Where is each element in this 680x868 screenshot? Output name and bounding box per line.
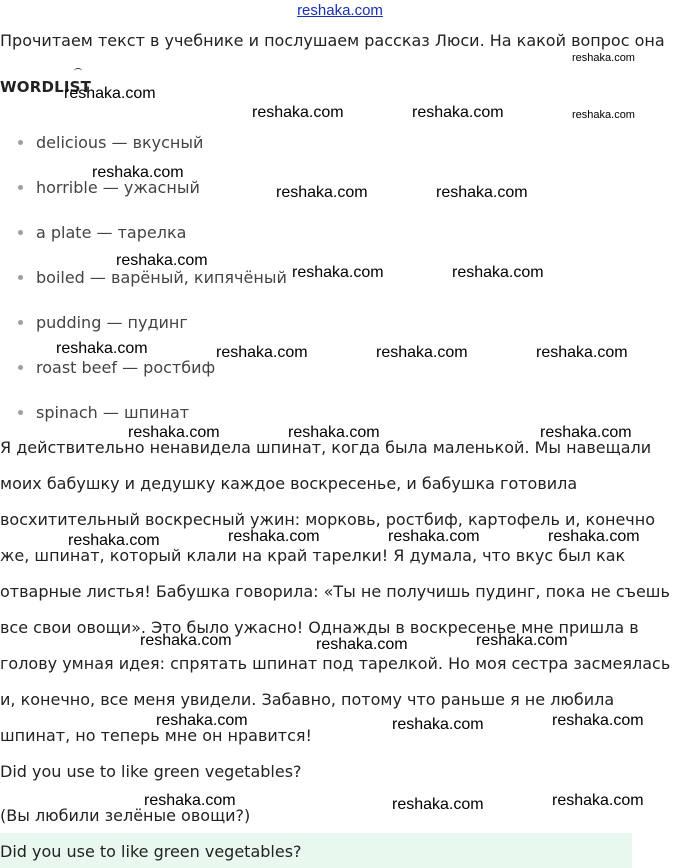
watermark: reshaka.com [412,104,504,121]
translation-text: (Вы любили зелёные овощи?) [0,806,251,825]
watermark: reshaka.com [572,52,635,64]
watermark: reshaka.com [216,344,308,361]
watermark: reshaka.com [56,340,148,357]
watermark: reshaka.com [288,424,380,441]
story-line: Я действительно ненавидела шпинат, когда была маленькой. Мы навещали [0,438,652,457]
watermark: reshaka.com [92,164,184,181]
bullet-icon [18,185,23,190]
wordlist-item: pudding — пудинг [18,313,188,332]
watermark: reshaka.com [144,792,236,809]
watermark: reshaka.com [392,716,484,733]
wordlist-item: delicious — вкусный [18,133,203,152]
story-line: все свои овощи». Это было ужасно! Однажды в воскресенье мне пришла в [0,618,639,637]
watermark: reshaka.com [476,632,568,649]
story-line: шпинат, но теперь мне он нравится! [0,726,312,745]
watermark: reshaka.com [552,792,644,809]
story-line: восхитительный воскресный ужин: морковь, ростбиф, картофель и, конечно [0,510,655,529]
bullet-icon [18,275,23,280]
wordlist-item: roast beef — ростбиф [18,358,215,377]
watermark: reshaka.com [292,264,384,281]
bullet-icon [18,230,23,235]
watermark: reshaka.com [64,85,156,102]
bullet-icon [18,410,23,415]
watermark: reshaka.com [228,528,320,545]
watermark: reshaka.com [548,528,640,545]
wordlist-item: boiled — варёный, кипячёный [18,268,287,287]
wordlist-title: WORDLIST [0,78,92,96]
site-link[interactable]: reshaka.com [297,2,383,19]
story-line: голову умная идея: спрятать шпинат под тарелкой. Но моя сестра засмеялась [0,654,671,673]
watermark: reshaka.com [316,636,408,653]
watermark: reshaka.com [276,184,368,201]
wordlist-item: horrible — ужасный [18,178,200,197]
story-line: же, шпинат, который клали на край тарелки! Я думала, что вкус был как [0,546,626,565]
watermark: reshaka.com [540,424,632,441]
cropped-glyph [74,68,82,74]
watermark: reshaka.com [252,104,344,121]
watermark: reshaka.com [392,796,484,813]
watermark: reshaka.com [116,252,208,269]
watermark: reshaka.com [452,264,544,281]
bullet-icon [18,365,23,370]
watermark: reshaka.com [128,424,220,441]
wordlist-item: a plate — тарелка [18,223,186,242]
watermark: reshaka.com [376,344,468,361]
story-line: и, конечно, все меня увидели. Забавно, потому что раньше я не любила [0,690,615,709]
watermark: reshaka.com [68,532,160,549]
watermark: reshaka.com [572,109,635,121]
watermark: reshaka.com [388,528,480,545]
watermark: reshaka.com [436,184,528,201]
watermark: reshaka.com [536,344,628,361]
story-line: отварные листья! Бабушка говорила: «Ты не получишь пудинг, пока не съешь [0,582,670,601]
story-line: моих бабушку и дедушку каждое воскресенье, и бабушка готовила [0,474,578,493]
watermark: reshaka.com [552,712,644,729]
answer-text: Did you use to like green vegetables? [0,842,302,861]
wordlist-item: spinach — шпинат [18,403,189,422]
bullet-icon [18,140,23,145]
watermark: reshaka.com [140,632,232,649]
watermark: reshaka.com [156,712,248,729]
bullet-icon [18,320,23,325]
question-text: Did you use to like green vegetables? [0,762,302,781]
intro-text: Прочитаем текст в учебнике и послушаем рассказ Люси. На какой вопрос она [0,31,665,50]
